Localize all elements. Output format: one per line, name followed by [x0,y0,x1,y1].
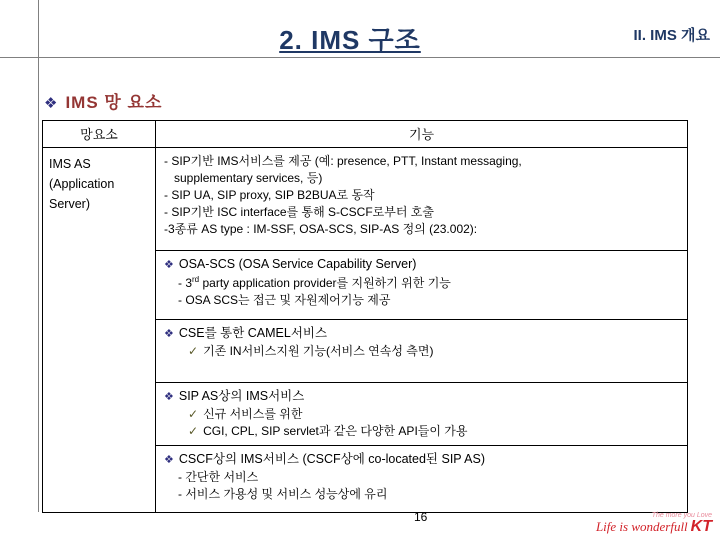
kt-logo-slogan: Life is wonderfull [595,519,688,535]
element-name-line: (Application [49,177,115,191]
text-line [178,274,679,292]
function-cell-sip-as-services [156,383,688,446]
function-cell-osa-scs [156,251,688,320]
check-bullet-icon: ✓ [188,343,199,358]
check-line [188,343,679,360]
bullet-title-line [164,451,679,469]
column-header-function: 기능 [156,121,688,148]
bullet-title-text: CSCF상의 IMS서비스 (CSCF상에 co-located된 SIP AS) [178,451,486,466]
element-name-line: IMS AS [49,157,91,171]
text-part: party application provider를 지원하기 위한 기능 [199,275,451,290]
check-line-text: 기존 IN서비스지원 기능(서비스 연속성 측면) [203,343,434,358]
kt-logo-row [596,518,712,535]
bullet-title-line [164,325,679,343]
page-number: 16 [414,510,428,524]
text-line: - SIP UA, SIP proxy, SIP B2BUA로 동작 [164,188,375,203]
section-heading [44,88,162,113]
diamond-bullet-icon: ❖ [44,95,58,112]
header-divider-line [0,57,720,58]
check-bullet-icon: ✓ [188,406,199,421]
kt-logo-tagline: The more you Love [651,511,712,519]
text-line: -3종류 AS type : IM-SSF, OSA-SCS, SIP-AS 정의 (23.002): [164,222,478,237]
chapter-label: II. IMS 개요 [633,27,710,44]
text-line: - SIP기반 IMS서비스를 제공 (예: presence, PTT, Instant messaging, [164,154,522,168]
bullet-title-text: OSA-SCS (OSA Service Capability Server) [178,257,417,271]
bullet-title-text: SIP AS상의 IMS서비스 [178,389,305,403]
bullet-title-text: CSE를 통한 CAMEL서비스 [178,326,328,340]
section-heading-text: IMS 망 요소 [65,93,163,112]
check-bullet-icon: ✓ [188,423,199,438]
left-border-line [38,0,39,512]
ims-as-function-table [42,120,688,513]
diamond-bullet-icon: ❖ [164,453,174,466]
element-name-line: Server) [49,197,90,211]
text-line: supplementary services, 등) [174,171,323,186]
table-header-row [43,121,688,148]
function-cell-cscf-services [156,445,688,512]
text-line: - 간단한 서비스 [178,469,259,484]
check-line [188,423,679,440]
function-cell-sip-overview [156,148,688,251]
text-part: - 3 [178,275,193,290]
kt-logo [596,512,712,536]
slide-title: 2. IMS 구조 [279,25,421,55]
diamond-bullet-icon: ❖ [164,259,174,271]
table-row [43,148,688,251]
text-line: - 서비스 가용성 및 서비스 성능상에 유리 [178,486,388,501]
check-line [188,406,679,423]
function-cell-camel [156,320,688,383]
element-name-cell [43,148,156,513]
column-header-element: 망요소 [43,121,156,148]
bullet-title-line [164,388,679,406]
bullet-title-line [164,256,679,274]
diamond-bullet-icon: ❖ [164,391,174,403]
check-line-text: CGI, CPL, SIP servlet과 같은 다양한 API들이 가용 [203,423,468,438]
superscript-text: rd [192,274,200,284]
check-line-text: 신규 서비스를 위한 [203,406,303,421]
kt-brand-mark: KT [690,518,712,536]
text-line: - SIP기반 ISC interface를 통해 S-CSCF로부터 호출 [164,205,434,220]
text-line: - OSA SCS는 접근 및 자원제어기능 제공 [178,292,391,307]
diamond-bullet-icon: ❖ [164,328,174,340]
